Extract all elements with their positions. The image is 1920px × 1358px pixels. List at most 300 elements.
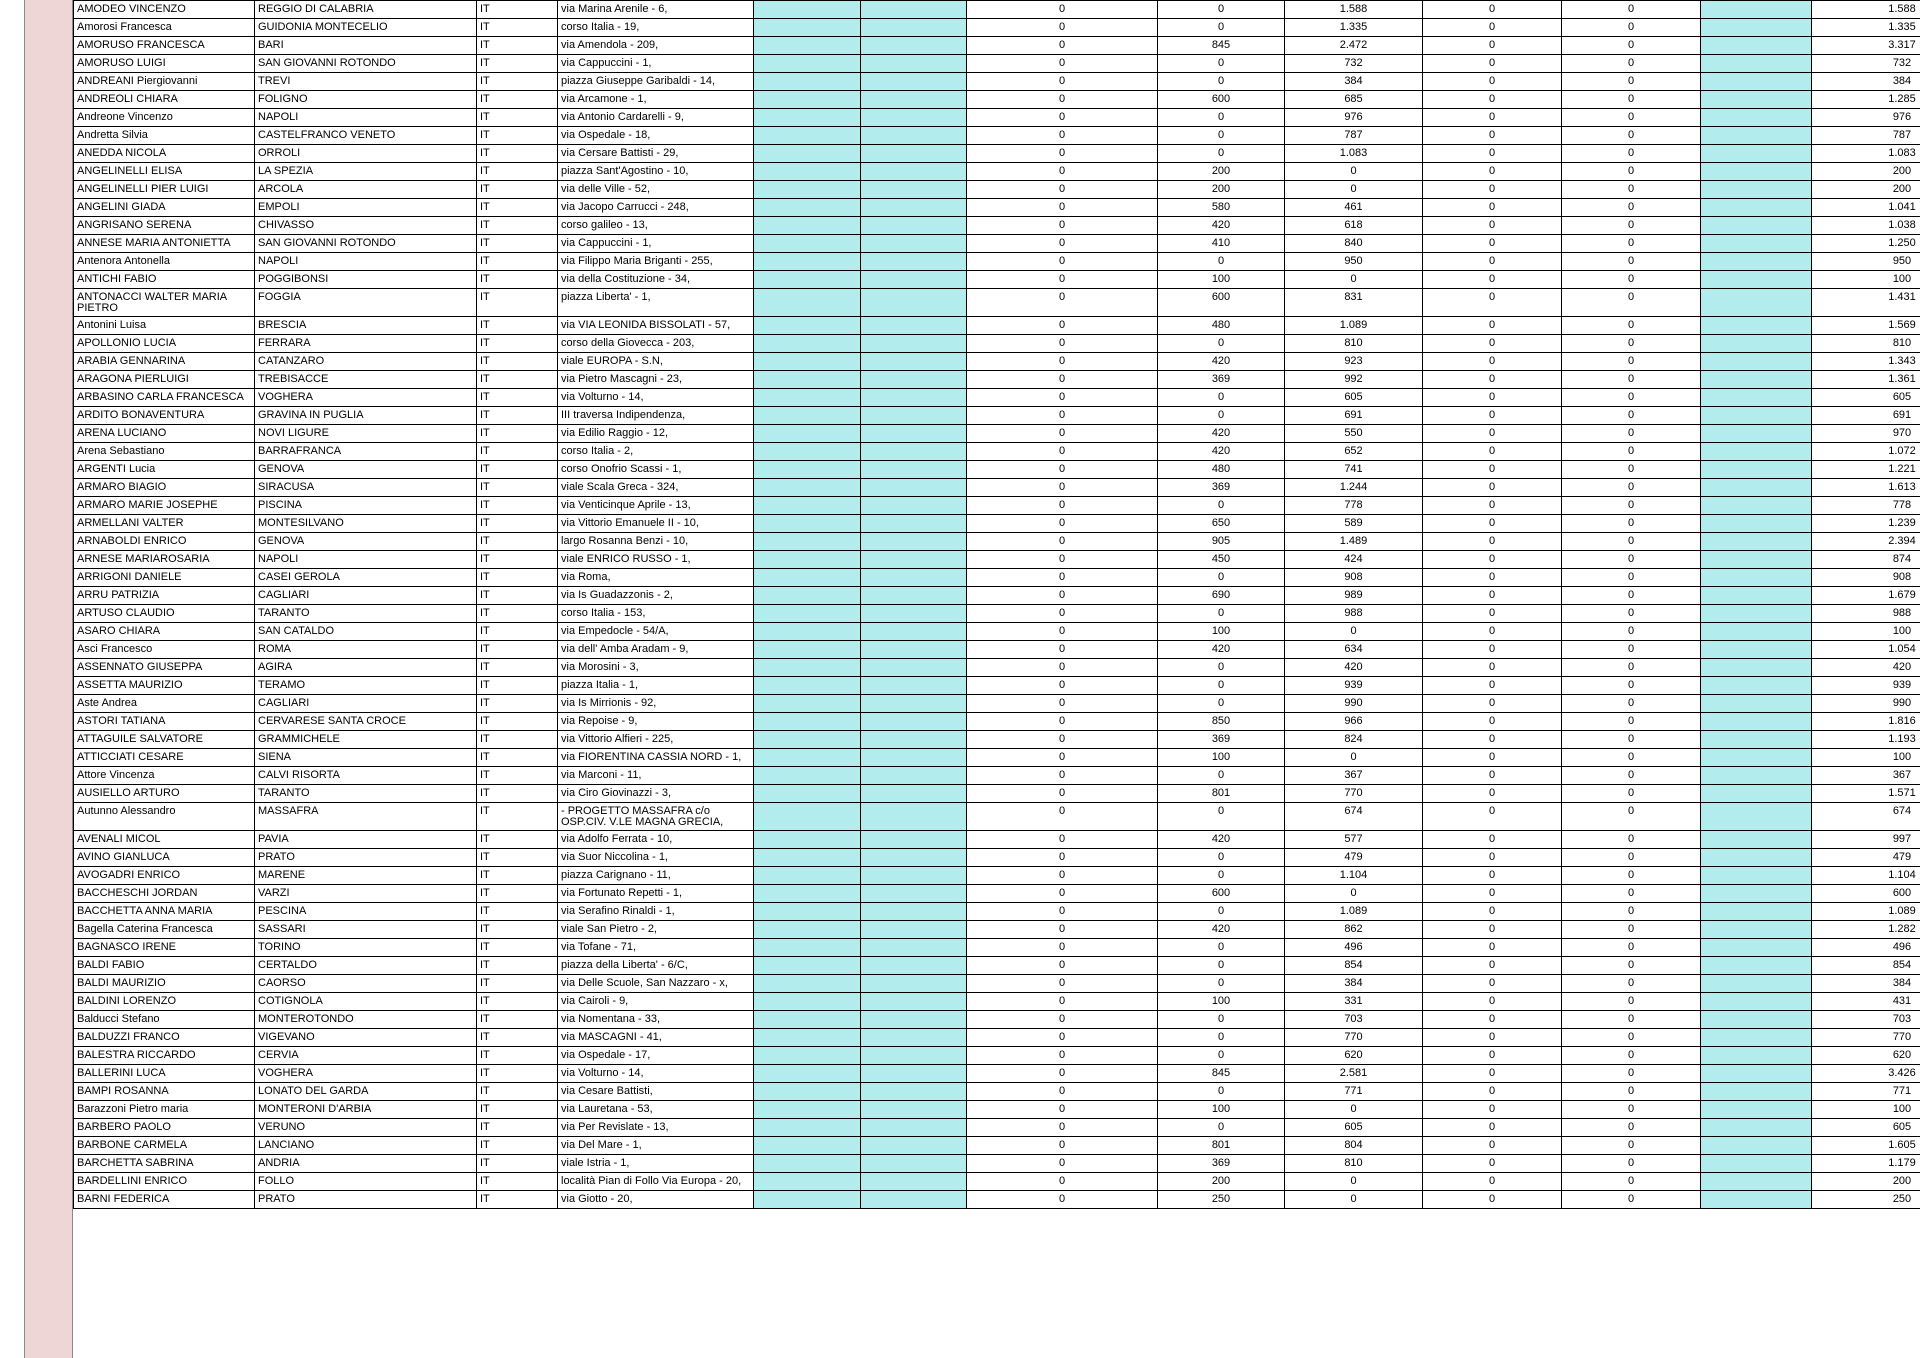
cell-value-4: 0 [1423,371,1562,389]
cell-value-1: 0 [967,335,1158,353]
cell-value-1: 0 [967,641,1158,659]
cell-city: CHIVASSO [255,217,477,235]
cell-name: BAMPI ROSANNA [74,1083,255,1101]
cell-value-5: 0 [1562,1011,1701,1029]
cell-empty-c [1701,353,1812,371]
cell-empty-b [861,73,967,91]
cell-value-3: 479 [1285,849,1423,867]
cell-value-4: 0 [1423,55,1562,73]
cell-address: via Tofane - 71, [558,939,754,957]
cell-value-3: 1.588 [1285,1,1423,19]
cell-value-1: 0 [967,163,1158,181]
cell-address: via VIA LEONIDA BISSOLATI - 57, [558,317,754,335]
cell-name: APOLLONIO LUCIA [74,335,255,353]
cell-empty-a [754,831,861,849]
cell-value-4: 0 [1423,1,1562,19]
cell-city: POGGIBONSI [255,271,477,289]
cell-value-2: 480 [1158,317,1285,335]
cell-value-1: 0 [967,109,1158,127]
cell-value-2: 0 [1158,767,1285,785]
table-row [74,1191,1920,1209]
cell-value-5: 0 [1562,695,1701,713]
cell-address: via Volturno - 14, [558,1065,754,1083]
cell-empty-a [754,145,861,163]
cell-value-5: 0 [1562,1065,1701,1083]
cell-value-1: 0 [967,803,1158,831]
cell-name: Amorosi Francesca [74,19,255,37]
cell-city: ARCOLA [255,181,477,199]
cell-country: IT [477,677,558,695]
table-row [74,831,1920,849]
cell-address: via Marconi - 11, [558,767,754,785]
cell-name: AVENALI MICOL [74,831,255,849]
cell-value-2: 420 [1158,921,1285,939]
table-row [74,271,1920,289]
cell-value-3: 1.489 [1285,533,1423,551]
cell-city: SAN GIOVANNI ROTONDO [255,235,477,253]
cell-empty-b [861,1083,967,1101]
cell-empty-a [754,407,861,425]
data-table [73,0,1920,1209]
cell-name: ASARO CHIARA [74,623,255,641]
cell-address: largo Rosanna Benzi - 10, [558,533,754,551]
cell-empty-c [1701,317,1812,335]
cell-empty-c [1701,921,1812,939]
cell-country: IT [477,605,558,623]
cell-value-3: 732 [1285,55,1423,73]
cell-address: via delle Ville - 52, [558,181,754,199]
cell-value-2: 369 [1158,731,1285,749]
cell-value-5: 0 [1562,939,1701,957]
cell-city: SAN GIOVANNI ROTONDO [255,55,477,73]
cell-value-2: 845 [1158,1065,1285,1083]
cell-name: Asci Francesco [74,641,255,659]
cell-city: CAGLIARI [255,695,477,713]
cell-value-1: 0 [967,659,1158,677]
cell-name: BARBONE CARMELA [74,1137,255,1155]
cell-name: ARAGONA PIERLUIGI [74,371,255,389]
cell-empty-b [861,677,967,695]
cell-empty-b [861,407,967,425]
cell-value-5: 0 [1562,551,1701,569]
cell-value-1: 0 [967,55,1158,73]
cell-address: via Vittorio Emanuele II - 10, [558,515,754,533]
cell-value-3: 652 [1285,443,1423,461]
cell-name: ARMARO MARIE JOSEPHE [74,497,255,515]
cell-empty-b [861,849,967,867]
cell-empty-c [1701,587,1812,605]
cell-total: 939 [1812,677,1920,695]
cell-value-3: 384 [1285,975,1423,993]
cell-country: IT [477,641,558,659]
cell-total: 1.221 [1812,461,1920,479]
cell-value-2: 420 [1158,217,1285,235]
cell-empty-c [1701,867,1812,885]
cell-value-5: 0 [1562,515,1701,533]
cell-value-2: 420 [1158,443,1285,461]
cell-value-2: 845 [1158,37,1285,55]
cell-value-1: 0 [967,479,1158,497]
cell-country: IT [477,407,558,425]
cell-address: via Volturno - 14, [558,389,754,407]
cell-empty-b [861,55,967,73]
cell-value-5: 0 [1562,731,1701,749]
cell-empty-b [861,217,967,235]
cell-total: 778 [1812,497,1920,515]
cell-value-1: 0 [967,425,1158,443]
cell-value-2: 580 [1158,199,1285,217]
cell-value-1: 0 [967,957,1158,975]
cell-value-3: 577 [1285,831,1423,849]
cell-value-2: 200 [1158,181,1285,199]
cell-value-5: 0 [1562,389,1701,407]
cell-address: via Suor Niccolina - 1, [558,849,754,867]
cell-country: IT [477,785,558,803]
cell-empty-c [1701,73,1812,91]
cell-city: PRATO [255,849,477,867]
table-row [74,317,1920,335]
cell-value-3: 367 [1285,767,1423,785]
table-row [74,713,1920,731]
cell-name: ARMARO BIAGIO [74,479,255,497]
cell-value-1: 0 [967,903,1158,921]
cell-value-1: 0 [967,253,1158,271]
cell-value-2: 200 [1158,1173,1285,1191]
table-row [74,461,1920,479]
cell-value-1: 0 [967,289,1158,317]
cell-address: via della Costituzione - 34, [558,271,754,289]
cell-value-4: 0 [1423,939,1562,957]
cell-city: VARZI [255,885,477,903]
cell-value-3: 620 [1285,1047,1423,1065]
cell-country: IT [477,317,558,335]
table-row [74,91,1920,109]
cell-empty-b [861,443,967,461]
table-row [74,235,1920,253]
cell-value-4: 0 [1423,803,1562,831]
table-row [74,443,1920,461]
cell-empty-b [861,371,967,389]
cell-country: IT [477,569,558,587]
cell-value-5: 0 [1562,605,1701,623]
cell-empty-a [754,785,861,803]
cell-country: IT [477,145,558,163]
cell-empty-a [754,425,861,443]
cell-empty-a [754,551,861,569]
cell-empty-b [861,695,967,713]
cell-empty-c [1701,785,1812,803]
table-row [74,109,1920,127]
cell-name: ATTICCIATI CESARE [74,749,255,767]
cell-value-4: 0 [1423,515,1562,533]
cell-total: 605 [1812,1119,1920,1137]
cell-empty-a [754,749,861,767]
cell-value-2: 0 [1158,849,1285,867]
cell-city: TERAMO [255,677,477,695]
cell-value-5: 0 [1562,91,1701,109]
cell-value-3: 854 [1285,957,1423,975]
cell-address: via Cairoli - 9, [558,993,754,1011]
cell-address: piazza Italia - 1, [558,677,754,695]
table-row [74,903,1920,921]
cell-value-1: 0 [967,551,1158,569]
cell-address: via Ospedale - 17, [558,1047,754,1065]
cell-value-1: 0 [967,867,1158,885]
cell-total: 1.041 [1812,199,1920,217]
table-row [74,1083,1920,1101]
cell-value-3: 0 [1285,271,1423,289]
cell-value-1: 0 [967,389,1158,407]
cell-country: IT [477,1047,558,1065]
cell-value-2: 801 [1158,1137,1285,1155]
cell-name: BALDI FABIO [74,957,255,975]
cell-country: IT [477,515,558,533]
cell-value-2: 600 [1158,91,1285,109]
cell-empty-b [861,1,967,19]
cell-value-3: 989 [1285,587,1423,605]
cell-name: AUSIELLO ARTURO [74,785,255,803]
cell-empty-c [1701,37,1812,55]
cell-value-1: 0 [967,1173,1158,1191]
cell-empty-a [754,217,861,235]
cell-address: via Marina Arenile - 6, [558,1,754,19]
cell-value-5: 0 [1562,903,1701,921]
cell-value-4: 0 [1423,605,1562,623]
cell-total: 384 [1812,975,1920,993]
cell-city: CERVIA [255,1047,477,1065]
table-row [74,659,1920,677]
cell-value-2: 905 [1158,533,1285,551]
cell-value-3: 840 [1285,235,1423,253]
cell-value-1: 0 [967,73,1158,91]
cell-name: ARENA LUCIANO [74,425,255,443]
cell-address: viale San Pietro - 2, [558,921,754,939]
cell-value-1: 0 [967,677,1158,695]
cell-value-2: 0 [1158,407,1285,425]
table-row [74,849,1920,867]
cell-value-3: 634 [1285,641,1423,659]
table-row [74,163,1920,181]
cell-empty-b [861,587,967,605]
cell-city: MONTESILVANO [255,515,477,533]
cell-address: via FIORENTINA CASSIA NORD - 1, [558,749,754,767]
cell-name: BALDINI LORENZO [74,993,255,1011]
cell-empty-b [861,713,967,731]
table-row [74,217,1920,235]
cell-total: 1.282 [1812,921,1920,939]
cell-empty-b [861,1029,967,1047]
table-row [74,1173,1920,1191]
table-row [74,885,1920,903]
cell-value-5: 0 [1562,145,1701,163]
cell-total: 770 [1812,1029,1920,1047]
cell-name: BALDUZZI FRANCO [74,1029,255,1047]
cell-empty-b [861,551,967,569]
table-row [74,1065,1920,1083]
cell-address: via Edilio Raggio - 12, [558,425,754,443]
cell-value-4: 0 [1423,335,1562,353]
cell-empty-c [1701,975,1812,993]
cell-value-5: 0 [1562,1101,1701,1119]
cell-country: IT [477,109,558,127]
cell-country: IT [477,289,558,317]
cell-address: piazza Liberta' - 1, [558,289,754,317]
cell-city: MASSAFRA [255,803,477,831]
table-row [74,335,1920,353]
cell-total: 200 [1812,163,1920,181]
cell-empty-c [1701,181,1812,199]
cell-country: IT [477,253,558,271]
cell-country: IT [477,1191,558,1209]
cell-name: BACCHESCHI JORDAN [74,885,255,903]
cell-value-3: 770 [1285,1029,1423,1047]
table-row [74,497,1920,515]
cell-value-1: 0 [967,731,1158,749]
cell-total: 810 [1812,335,1920,353]
cell-value-5: 0 [1562,849,1701,867]
cell-empty-c [1701,425,1812,443]
cell-city: GRAMMICHELE [255,731,477,749]
cell-total: 1.569 [1812,317,1920,335]
cell-value-4: 0 [1423,1029,1562,1047]
cell-value-4: 0 [1423,19,1562,37]
cell-city: TREVI [255,73,477,91]
cell-value-2: 0 [1158,1119,1285,1137]
cell-empty-a [754,957,861,975]
cell-empty-b [861,91,967,109]
cell-empty-b [861,1011,967,1029]
cell-city: TARANTO [255,605,477,623]
cell-value-4: 0 [1423,993,1562,1011]
cell-empty-c [1701,803,1812,831]
cell-value-1: 0 [967,939,1158,957]
cell-empty-b [861,605,967,623]
cell-value-5: 0 [1562,497,1701,515]
cell-value-3: 0 [1285,181,1423,199]
cell-value-2: 450 [1158,551,1285,569]
cell-value-3: 923 [1285,353,1423,371]
cell-value-4: 0 [1423,867,1562,885]
cell-address: viale ENRICO RUSSO - 1, [558,551,754,569]
table-row [74,1047,1920,1065]
cell-value-3: 703 [1285,1011,1423,1029]
cell-value-4: 0 [1423,1137,1562,1155]
table-row [74,55,1920,73]
cell-value-4: 0 [1423,407,1562,425]
cell-name: ANEDDA NICOLA [74,145,255,163]
cell-country: IT [477,271,558,289]
cell-address: via Cersare Battisti - 29, [558,145,754,163]
cell-value-1: 0 [967,1119,1158,1137]
cell-value-2: 100 [1158,749,1285,767]
cell-empty-c [1701,389,1812,407]
cell-name: Andreone Vincenzo [74,109,255,127]
cell-total: 1.343 [1812,353,1920,371]
cell-total: 1.104 [1812,867,1920,885]
cell-empty-c [1701,199,1812,217]
cell-value-4: 0 [1423,695,1562,713]
cell-value-5: 0 [1562,867,1701,885]
cell-value-2: 480 [1158,461,1285,479]
cell-total: 3.317 [1812,37,1920,55]
cell-value-5: 0 [1562,181,1701,199]
cell-empty-b [861,975,967,993]
cell-value-5: 0 [1562,235,1701,253]
cell-empty-c [1701,731,1812,749]
cell-total: 100 [1812,623,1920,641]
cell-value-2: 0 [1158,695,1285,713]
cell-city: CALVI RISORTA [255,767,477,785]
cell-empty-a [754,317,861,335]
cell-value-1: 0 [967,145,1158,163]
cell-address: corso Italia - 19, [558,19,754,37]
cell-empty-a [754,127,861,145]
cell-value-2: 369 [1158,479,1285,497]
cell-name: ARRIGONI DANIELE [74,569,255,587]
cell-value-1: 0 [967,587,1158,605]
cell-value-2: 0 [1158,253,1285,271]
cell-value-4: 0 [1423,235,1562,253]
cell-country: IT [477,1137,558,1155]
cell-address: via Jacopo Carrucci - 248, [558,199,754,217]
cell-empty-b [861,1137,967,1155]
cell-empty-c [1701,849,1812,867]
cell-value-3: 0 [1285,163,1423,181]
cell-value-4: 0 [1423,271,1562,289]
cell-address: via Arcamone - 1, [558,91,754,109]
cell-name: Antonini Luisa [74,317,255,335]
cell-address: viale Istria - 1, [558,1155,754,1173]
cell-empty-b [861,1047,967,1065]
cell-empty-a [754,903,861,921]
cell-empty-b [861,515,967,533]
cell-city: NAPOLI [255,551,477,569]
cell-empty-c [1701,1,1812,19]
cell-city: GENOVA [255,533,477,551]
cell-empty-b [861,1155,967,1173]
table-row [74,73,1920,91]
cell-total: 200 [1812,181,1920,199]
cell-empty-a [754,1155,861,1173]
cell-address: via Morosini - 3, [558,659,754,677]
cell-value-1: 0 [967,1101,1158,1119]
cell-empty-b [861,199,967,217]
cell-value-1: 0 [967,695,1158,713]
cell-city: SIENA [255,749,477,767]
table-row [74,425,1920,443]
cell-value-5: 0 [1562,19,1701,37]
cell-value-3: 939 [1285,677,1423,695]
cell-value-2: 410 [1158,235,1285,253]
cell-city: GENOVA [255,461,477,479]
cell-empty-a [754,921,861,939]
cell-value-4: 0 [1423,1047,1562,1065]
cell-empty-a [754,695,861,713]
cell-value-3: 771 [1285,1083,1423,1101]
cell-value-2: 420 [1158,831,1285,849]
cell-value-3: 0 [1285,623,1423,641]
cell-address: via Adolfo Ferrata - 10, [558,831,754,849]
cell-value-3: 810 [1285,1155,1423,1173]
cell-city: NAPOLI [255,109,477,127]
cell-empty-c [1701,407,1812,425]
cell-value-3: 0 [1285,1173,1423,1191]
cell-country: IT [477,19,558,37]
cell-address: via Is Mirrionis - 92, [558,695,754,713]
cell-total: 771 [1812,1083,1920,1101]
cell-name: ARTUSO CLAUDIO [74,605,255,623]
cell-name: Bagella Caterina Francesca [74,921,255,939]
